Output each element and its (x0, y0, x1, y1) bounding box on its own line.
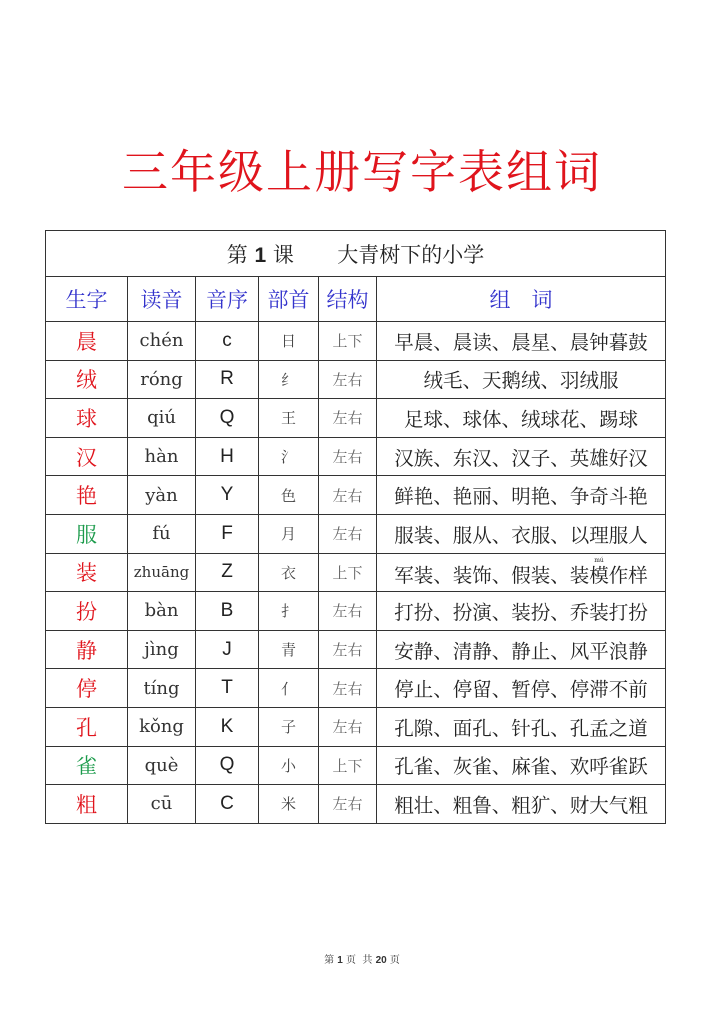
pinyin-cell: zhuāng (128, 553, 196, 592)
words-text: 足球、球体、绒球花、踢球 (403, 407, 638, 431)
character-cell: 绒 (46, 360, 128, 399)
words-cell (377, 399, 666, 438)
words-text: 打扮、扮演、装扮、乔装打扮 (394, 600, 648, 624)
structure-cell: 上下 (319, 322, 377, 361)
header-radical: 部首 (259, 277, 319, 322)
words-text: 孔雀、灰雀、麻雀、欢呼雀跃 (394, 755, 648, 779)
sequence-cell: B (196, 592, 259, 631)
table-row (46, 322, 666, 361)
structure-cell: 左右 (319, 630, 377, 669)
pinyin-cell: yàn (128, 476, 196, 515)
radical-cell: 氵 (259, 437, 319, 476)
words-cell (377, 437, 666, 476)
sequence-cell: c (196, 322, 259, 361)
annotated-char-text: 模 (589, 563, 609, 587)
header-structure: 结构 (319, 277, 377, 322)
words-text: 安静、清静、静止、风平浪静 (394, 639, 648, 663)
header-seq: 音序 (196, 277, 259, 322)
table-row (46, 553, 666, 592)
character-cell: 球 (46, 399, 128, 438)
pinyin-cell: jìng (128, 630, 196, 669)
header-char: 生字 (46, 277, 128, 322)
structure-cell: 左右 (319, 592, 377, 631)
radical-cell: 米 (259, 785, 319, 824)
pinyin-cell: róng (128, 360, 196, 399)
header-pinyin: 读音 (128, 277, 196, 322)
sequence-cell: T (196, 669, 259, 708)
radical-cell: 王 (259, 399, 319, 438)
table-row (46, 514, 666, 553)
structure-cell: 左右 (319, 707, 377, 746)
radical-cell: 日 (259, 322, 319, 361)
sequence-cell: J (196, 630, 259, 669)
lesson-suffix: 课 (272, 242, 294, 267)
pinyin-cell: tíng (128, 669, 196, 708)
annotated-char (589, 556, 609, 587)
character-cell: 汉 (46, 437, 128, 476)
character-cell: 停 (46, 669, 128, 708)
vocabulary-table (45, 230, 666, 824)
sequence-cell: C (196, 785, 259, 824)
words-cell (377, 785, 666, 824)
pinyin-cell: kǒng (128, 707, 196, 746)
radical-cell: 月 (259, 514, 319, 553)
words-text: 鲜艳、艳丽、明艳、争奇斗艳 (394, 485, 648, 509)
radical-cell: 衣 (259, 553, 319, 592)
words-cell (377, 322, 666, 361)
pinyin-cell: hàn (128, 437, 196, 476)
words-cell (377, 630, 666, 669)
footer-total-pages: 20 (375, 955, 387, 966)
character-cell: 静 (46, 630, 128, 669)
words-text: 粗壮、粗鲁、粗犷、财大气粗 (394, 793, 648, 817)
table-row (46, 360, 666, 399)
words-cell (377, 360, 666, 399)
character-cell: 孔 (46, 707, 128, 746)
character-cell: 装 (46, 553, 128, 592)
words-text: 孔隙、面孔、针孔、孔孟之道 (394, 716, 648, 740)
table-row (46, 785, 666, 824)
sequence-cell: K (196, 707, 259, 746)
lesson-title (46, 231, 666, 277)
words-text: 停止、停留、暂停、停滞不前 (394, 678, 648, 702)
character-cell: 服 (46, 514, 128, 553)
table-row (46, 592, 666, 631)
sequence-cell: Y (196, 476, 259, 515)
footer-text: 页 (389, 955, 400, 966)
table-row (46, 630, 666, 669)
words-cell (377, 476, 666, 515)
words-text: 作样 (608, 563, 648, 587)
sequence-cell: R (196, 360, 259, 399)
structure-cell: 左右 (319, 514, 377, 553)
pinyin-cell: chén (128, 322, 196, 361)
words-cell (377, 707, 666, 746)
character-cell: 扮 (46, 592, 128, 631)
sequence-cell: Q (196, 399, 259, 438)
radical-cell: 青 (259, 630, 319, 669)
radical-cell: 子 (259, 707, 319, 746)
lesson-name: 大青树下的小学 (337, 242, 485, 267)
structure-cell: 左右 (319, 360, 377, 399)
lesson-title-row (46, 231, 666, 277)
table-row (46, 437, 666, 476)
structure-cell: 上下 (319, 553, 377, 592)
pinyin-cell: cū (128, 785, 196, 824)
words-cell (377, 514, 666, 553)
radical-cell: 纟 (259, 360, 319, 399)
footer-text: 第 (324, 955, 335, 966)
structure-cell: 左右 (319, 476, 377, 515)
sequence-cell: H (196, 437, 259, 476)
pinyin-cell: qiú (128, 399, 196, 438)
table-row (46, 746, 666, 785)
page-footer (0, 951, 724, 966)
pinyin-cell: bàn (128, 592, 196, 631)
table-row (46, 476, 666, 515)
words-text: 军装、装饰、假装、装 (394, 563, 590, 587)
footer-text: 页 共 (346, 955, 373, 966)
table-row (46, 399, 666, 438)
sequence-cell: F (196, 514, 259, 553)
radical-cell: 色 (259, 476, 319, 515)
structure-cell: 左右 (319, 785, 377, 824)
words-cell (377, 553, 666, 592)
radical-cell: 亻 (259, 669, 319, 708)
header-row (46, 277, 666, 322)
words-cell (377, 592, 666, 631)
structure-cell: 左右 (319, 669, 377, 708)
character-cell: 艳 (46, 476, 128, 515)
structure-cell: 左右 (319, 437, 377, 476)
footer-page-number: 1 (337, 955, 343, 966)
pinyin-annotation: mú (589, 556, 609, 564)
table-row (46, 669, 666, 708)
sequence-cell: Q (196, 746, 259, 785)
pinyin-cell: què (128, 746, 196, 785)
structure-cell: 左右 (319, 399, 377, 438)
words-text: 绒毛、天鹅绒、羽绒服 (423, 369, 619, 393)
radical-cell: 小 (259, 746, 319, 785)
character-cell: 雀 (46, 746, 128, 785)
words-text: 服装、服从、衣服、以理服人 (394, 523, 648, 547)
lesson-number: 1 (254, 243, 267, 267)
header-words: 组 词 (377, 277, 666, 322)
table-row (46, 707, 666, 746)
sequence-cell: Z (196, 553, 259, 592)
structure-cell: 上下 (319, 746, 377, 785)
character-cell: 晨 (46, 322, 128, 361)
page-title: 三年级上册写字表组词 (122, 145, 602, 199)
pinyin-cell: fú (128, 514, 196, 553)
words-text: 汉族、东汉、汉子、英雄好汉 (394, 446, 648, 470)
radical-cell: 扌 (259, 592, 319, 631)
words-cell (377, 746, 666, 785)
words-text: 早晨、晨读、晨星、晨钟暮鼓 (394, 330, 648, 354)
lesson-prefix: 第 (226, 242, 248, 267)
character-cell: 粗 (46, 785, 128, 824)
words-cell (377, 669, 666, 708)
